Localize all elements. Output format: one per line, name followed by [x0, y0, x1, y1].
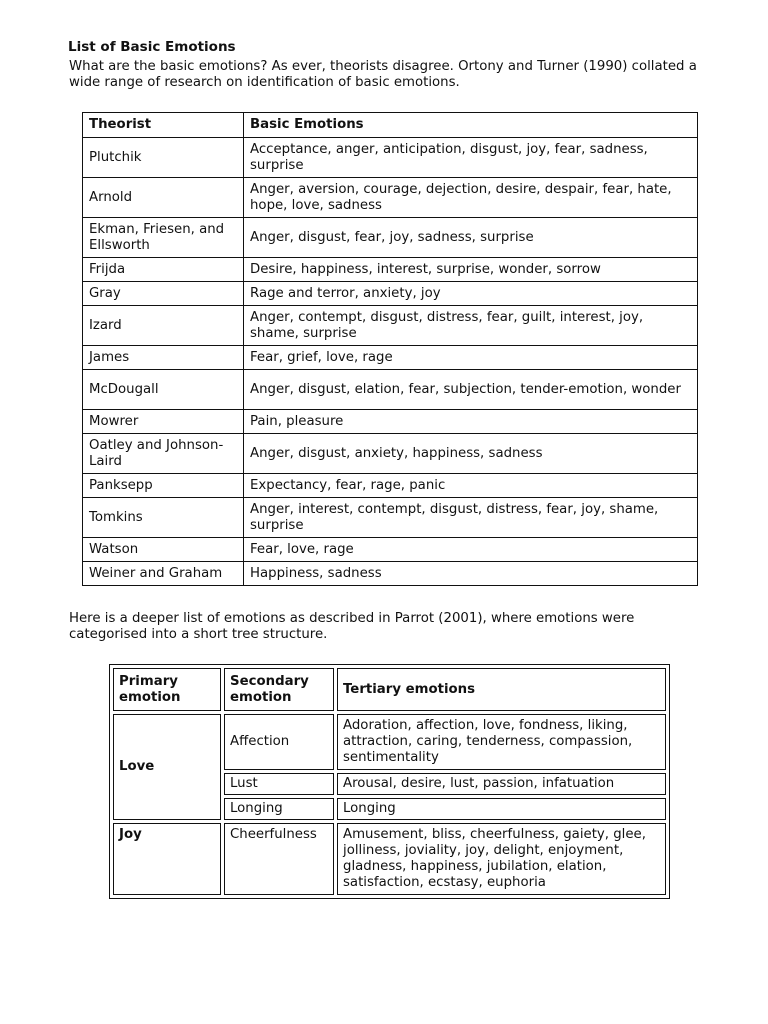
header-primary-emotion: Primary emotion	[113, 668, 221, 711]
table-row	[83, 258, 698, 282]
table-row	[83, 410, 698, 434]
table-header-row	[83, 113, 698, 138]
emotions-cell: Pain, pleasure	[244, 410, 698, 434]
primary-emotion-love: Love	[113, 714, 221, 820]
table-header-row	[113, 668, 666, 711]
table-row	[83, 282, 698, 306]
emotions-cell: Anger, aversion, courage, dejection, desire, despair, fear, hate, hope, love, sadness	[244, 178, 698, 218]
theorist-cell: Mowrer	[83, 410, 244, 434]
emotions-cell: Acceptance, anger, anticipation, disgust, joy, fear, sadness, surprise	[244, 138, 698, 178]
emotions-cell: Desire, happiness, interest, surprise, wonder, sorrow	[244, 258, 698, 282]
parrot-intro-paragraph: Here is a deeper list of emotions as described in Parrot (2001), where emotions were categorised into a short tree structure.	[69, 611, 635, 642]
table-row	[113, 823, 666, 895]
emotions-cell: Fear, love, rage	[244, 538, 698, 562]
emotions-cell: Expectancy, fear, rage, panic	[244, 474, 698, 498]
tertiary-emotions-cell: Amusement, bliss, cheerfulness, gaiety, glee, jolliness, joviality, joy, delight, enjoyment, gladness, happiness, jubilation, elation, satisfaction, ecstasy, euphoria	[337, 823, 666, 895]
table-row	[83, 306, 698, 346]
emotions-cell: Fear, grief, love, rage	[244, 346, 698, 370]
secondary-emotion-cell: Longing	[224, 798, 334, 820]
page-title: List of Basic Emotions	[68, 39, 236, 55]
theorist-cell: Plutchik	[83, 138, 244, 178]
theorist-cell: Gray	[83, 282, 244, 306]
emotions-cell: Happiness, sadness	[244, 562, 698, 586]
emotions-cell: Anger, interest, contempt, disgust, distress, fear, joy, shame, surprise	[244, 498, 698, 538]
primary-emotion-joy: Joy	[113, 823, 221, 895]
emotions-cell: Rage and terror, anxiety, joy	[244, 282, 698, 306]
table-row	[83, 346, 698, 370]
header-basic-emotions: Basic Emotions	[244, 113, 698, 138]
emotions-cell: Anger, disgust, elation, fear, subjection, tender-emotion, wonder	[244, 370, 698, 410]
table-row	[83, 562, 698, 586]
theorist-table	[82, 112, 698, 586]
theorist-cell: McDougall	[83, 370, 244, 410]
table-row	[113, 714, 666, 770]
secondary-emotion-cell: Affection	[224, 714, 334, 770]
theorist-cell: Tomkins	[83, 498, 244, 538]
emotions-cell: Anger, disgust, fear, joy, sadness, surprise	[244, 218, 698, 258]
tertiary-emotions-cell: Arousal, desire, lust, passion, infatuation	[337, 773, 666, 795]
emotions-cell: Anger, disgust, anxiety, happiness, sadness	[244, 434, 698, 474]
theorist-cell: Ekman, Friesen, and Ellsworth	[83, 218, 244, 258]
tertiary-emotions-cell: Longing	[337, 798, 666, 820]
intro-paragraph: What are the basic emotions? As ever, theorists disagree. Ortony and Turner (1990) collated a wide range of research on identification of basic emotions.	[69, 59, 697, 90]
header-theorist: Theorist	[83, 113, 244, 138]
theorist-cell: Weiner and Graham	[83, 562, 244, 586]
tertiary-emotions-cell: Adoration, affection, love, fondness, liking, attraction, caring, tenderness, compassion, sentimentality	[337, 714, 666, 770]
theorist-cell: Oatley and Johnson-Laird	[83, 434, 244, 474]
secondary-emotion-cell: Lust	[224, 773, 334, 795]
table-row	[83, 218, 698, 258]
theorist-cell: James	[83, 346, 244, 370]
header-secondary-emotion: Secondary emotion	[224, 668, 334, 711]
parrot-emotion-tree-table	[109, 664, 670, 899]
theorist-cell: Arnold	[83, 178, 244, 218]
theorist-cell: Izard	[83, 306, 244, 346]
theorist-cell: Frijda	[83, 258, 244, 282]
theorist-cell: Panksepp	[83, 474, 244, 498]
header-tertiary-emotions: Tertiary emotions	[337, 668, 666, 711]
table-row	[83, 178, 698, 218]
table-row	[83, 370, 698, 410]
table-row	[83, 474, 698, 498]
table-row	[83, 434, 698, 474]
table-row	[83, 538, 698, 562]
table-row	[83, 138, 698, 178]
table-row	[83, 498, 698, 538]
theorist-cell: Watson	[83, 538, 244, 562]
secondary-emotion-cell: Cheerfulness	[224, 823, 334, 895]
emotions-cell: Anger, contempt, disgust, distress, fear, guilt, interest, joy, shame, surprise	[244, 306, 698, 346]
